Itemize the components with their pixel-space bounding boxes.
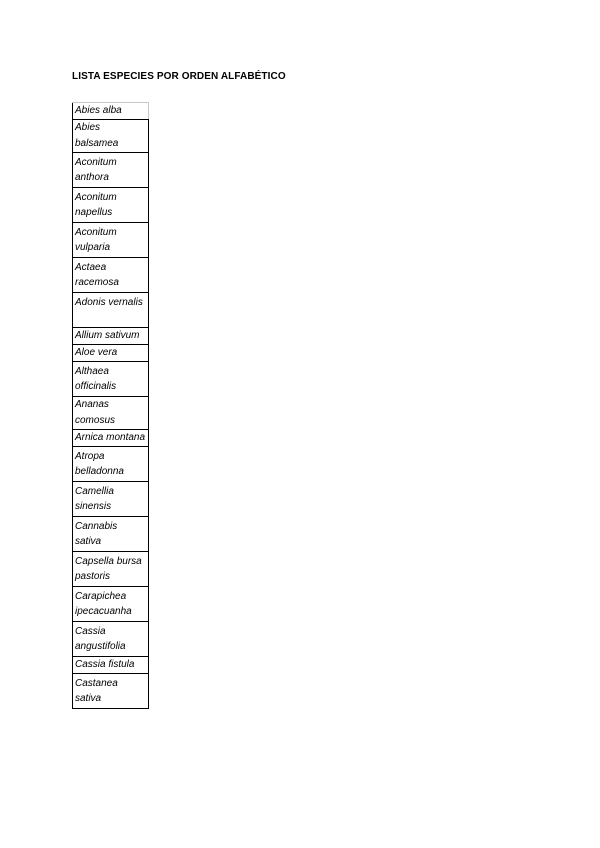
species-cell: Carapichea ipecacuanha	[73, 587, 149, 622]
table-row	[73, 328, 149, 345]
table-row	[73, 103, 149, 120]
species-cell: Abies alba	[73, 103, 149, 120]
table-row	[73, 657, 149, 674]
table-row	[73, 188, 149, 223]
species-cell: Adonis vernalis	[73, 293, 149, 328]
species-table-body	[73, 103, 149, 709]
table-row	[73, 622, 149, 657]
table-row	[73, 153, 149, 188]
species-cell: Atropa belladonna	[73, 447, 149, 482]
species-cell: Arnica montana	[73, 430, 149, 447]
species-cell: Aconitum napellus	[73, 188, 149, 223]
species-cell: Allium sativum	[73, 328, 149, 345]
species-cell: Cassia angustifolia	[73, 622, 149, 657]
table-row	[73, 674, 149, 709]
species-cell: Camellia sinensis	[73, 482, 149, 517]
table-row	[73, 517, 149, 552]
table-row	[73, 223, 149, 258]
table-row	[73, 258, 149, 293]
species-cell: Cannabis sativa	[73, 517, 149, 552]
table-row	[73, 293, 149, 328]
table-row	[73, 397, 149, 430]
species-cell: Althaea officinalis	[73, 362, 149, 397]
table-row	[73, 587, 149, 622]
species-cell: Aloe vera	[73, 345, 149, 362]
table-row	[73, 430, 149, 447]
table-row	[73, 362, 149, 397]
species-cell: Ananas comosus	[73, 397, 149, 430]
species-cell: Aconitum vulparia	[73, 223, 149, 258]
species-cell: Aconitum anthora	[73, 153, 149, 188]
table-row	[73, 345, 149, 362]
table-row	[73, 120, 149, 153]
species-cell: Castanea sativa	[73, 674, 149, 709]
table-row	[73, 447, 149, 482]
species-cell: Abies balsamea	[73, 120, 149, 153]
species-cell: Cassia fistula	[73, 657, 149, 674]
species-table	[72, 102, 149, 709]
table-row	[73, 552, 149, 587]
species-cell: Actaea racemosa	[73, 258, 149, 293]
page-title: LISTA ESPECIES POR ORDEN ALFABÉTICO	[72, 71, 286, 82]
species-cell: Capsella bursa pastoris	[73, 552, 149, 587]
table-row	[73, 482, 149, 517]
